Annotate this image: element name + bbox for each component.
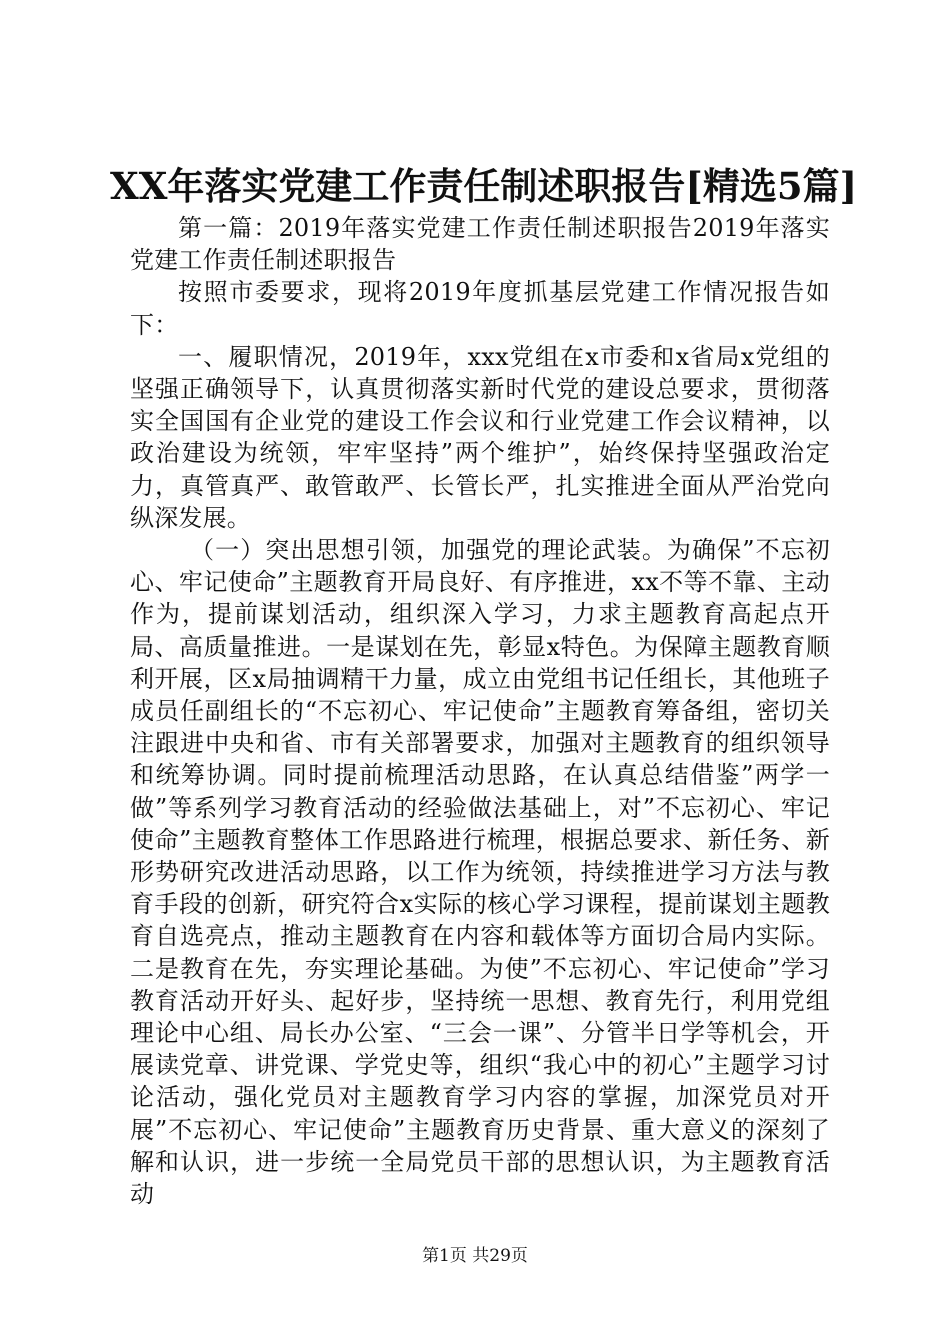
document-title: XX年落实党建工作责任制述职报告[精选5篇] bbox=[110, 164, 858, 208]
paragraph-duty-performance: 一、履职情况，2019年，xxx党组在x市委和x省局x党组的坚强正确领导下，认真贯彻落实新时代党的建设总要求，贯彻落实全国国有企业党的建设工作会议和行业党建工作会议精神，以政治建设为统领，牢牢坚持”两个维护”，始终保持坚强政治定力，真管真严、敢管敢严、长管长严，扎实推进全面从严治党向纵深发展。 bbox=[130, 342, 830, 532]
paragraph-intro: 按照市委要求，现将2019年度抓基层党建工作情况报告如下： bbox=[130, 278, 830, 339]
document-body bbox=[130, 212, 830, 1210]
paragraph-ideological-guidance: （一）突出思想引领，加强党的理论武装。为确保”不忘初心、牢记使命”主题教育开局良好、有序推进，xx不等不靠、主动作为，提前谋划活动，组织深入学习，力求主题教育高起点开局、高质量推进。一是谋划在先，彰显x特色。为保障主题教育顺利开展，区x局抽调精干力量，成立由党组书记任组长，其他班子成员任副组长的“不忘初心、牢记使命”主题教育筹备组，密切关注跟进中央和省、市有关部署要求，加强对主题教育的组织领导和统筹协调。同时提前梳理活动思路，在认真总结借鉴”两学一做”等系列学习教育活动的经验做法基础上，对”不忘初心、牢记使命”主题教育整体工作思路进行梳理，根据总要求、新任务、新形势研究改进活动思路，以工作为统领，持续推进学习方法与教育手段的创新，研究符合x实际的核心学习课程，提前谋划主题教育自选亮点，推动主题教育在内容和载体等方面切合局内实际。二是教育在先，夯实理论基础。为使”不忘初心、牢记使命”学习教育活动开好头、起好步，坚持统一思想、教育先行，利用党组理论中心组、局长办公室、“三会一课”、分管半日学等机会，开展读党章、讲党课、学党史等，组织“我心中的初心”主题学习讨论活动，强化党员对主题教育学习内容的掌握，加深党员对开展”不忘初心、牢记使命”主题教育历史背景、重大意义的深刻了解和认识，进一步统一全局党员干部的思想认识，为主题教育活动 bbox=[130, 536, 830, 1209]
paragraph-part-one-heading: 第一篇：2019年落实党建工作责任制述职报告2019年落实党建工作责任制述职报告 bbox=[130, 214, 830, 275]
page-number-footer: 第1页 共29页 bbox=[422, 1246, 528, 1266]
